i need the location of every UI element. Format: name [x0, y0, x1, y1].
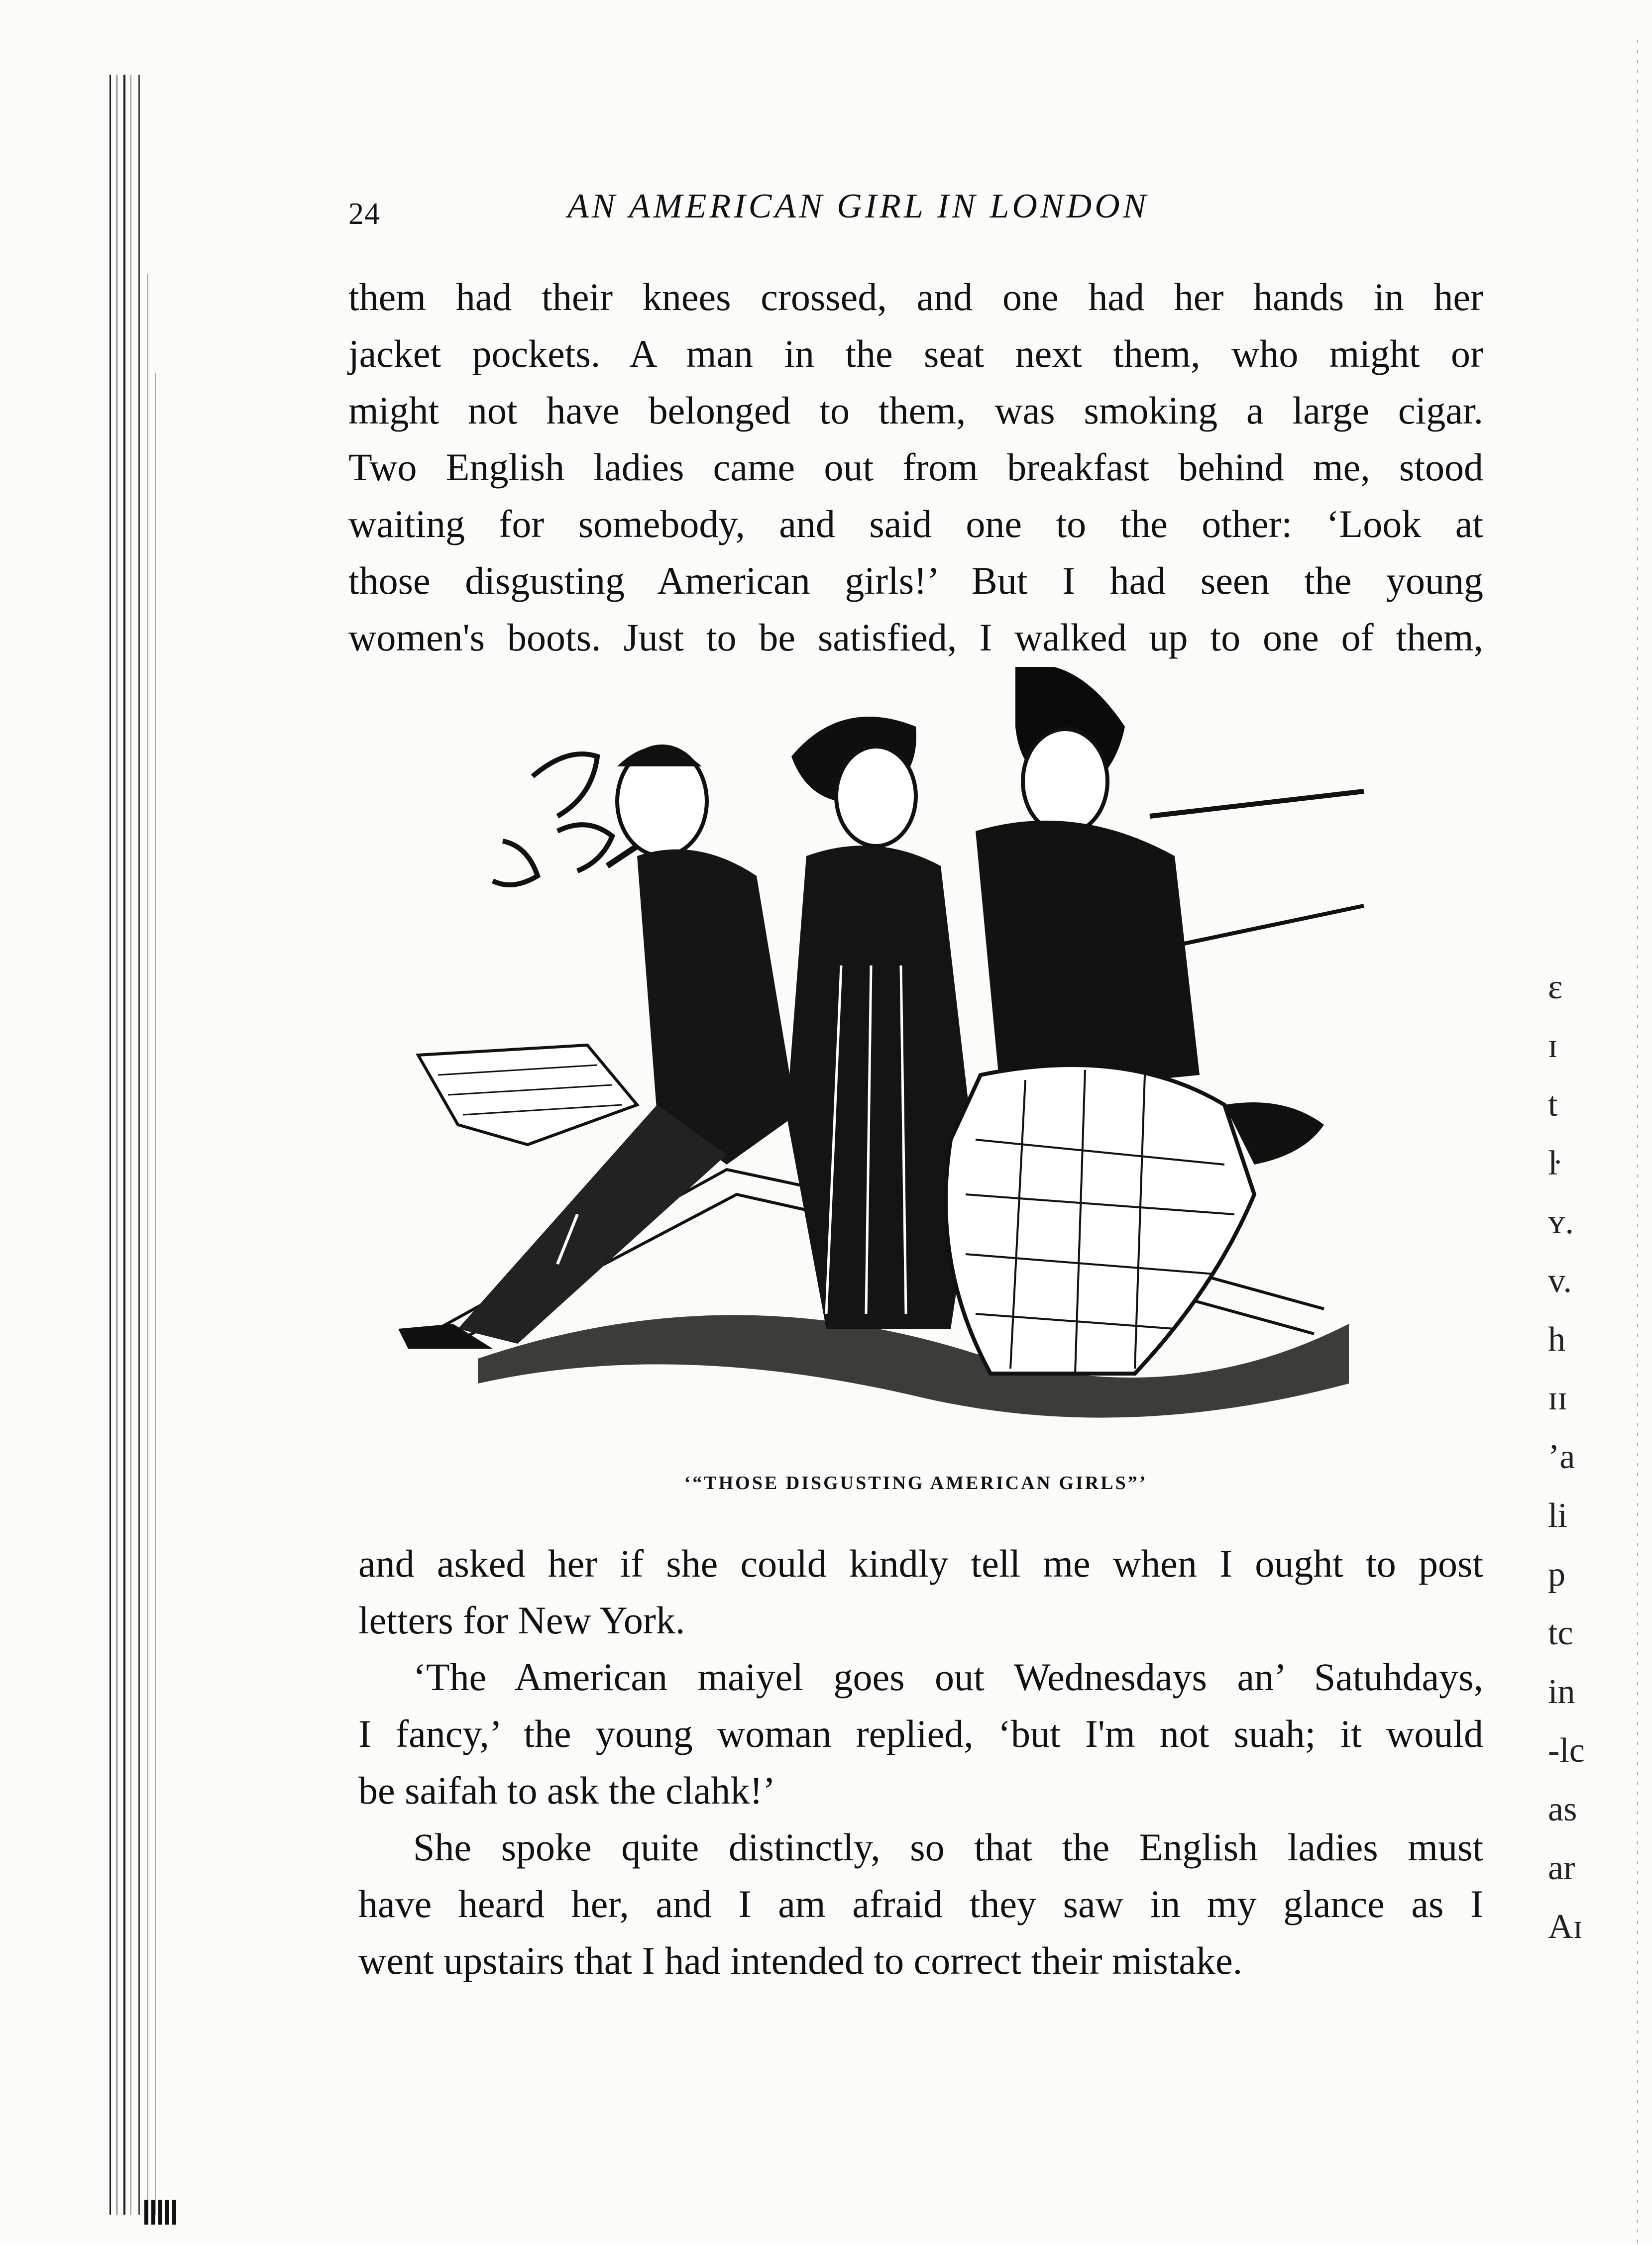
text-line: have heard her, and I am afraid they saw in my glance as I: [358, 1882, 1483, 1925]
bleed-fragment: -lc: [1548, 1731, 1585, 1770]
three-figures-on-bench-drawing: [378, 667, 1399, 1463]
text-line: ‘The American maiyel goes out Wednesdays an’ Satuhdays,: [413, 1655, 1483, 1699]
text-line: jacket pockets. A man in the seat next them, who might or: [348, 332, 1483, 375]
next-page-bleed-through: [1548, 958, 1648, 1956]
text-line: Two English ladies came out from breakfast behind me, stood: [348, 445, 1483, 489]
bleed-fragment: v.: [1548, 1262, 1572, 1300]
bleed-fragment: in: [1548, 1673, 1575, 1711]
bleed-fragment: as: [1548, 1790, 1577, 1828]
top-paragraph: [348, 269, 1483, 666]
engraving-illustration: [378, 667, 1399, 1463]
binding-gutter-shadow: [100, 75, 219, 2215]
bleed-fragment: p: [1548, 1555, 1565, 1594]
bleed-fragment: ŀ: [1548, 1144, 1560, 1182]
bleed-fragment: tc: [1548, 1614, 1573, 1652]
bleed-fragment: h: [1548, 1320, 1565, 1359]
text-line: letters for New York.: [358, 1599, 685, 1642]
bleed-fragment: ɪ: [1548, 1027, 1558, 1065]
illustration-caption: ‘“THOSE DISGUSTING AMERICAN GIRLS”’: [684, 1473, 1148, 1494]
bleed-fragment: ɛ: [1548, 968, 1563, 1006]
text-line: be saifah to ask the clahk!’: [358, 1769, 776, 1812]
bottom-text: [358, 1535, 1483, 1989]
text-line: women's boots. Just to be satisfied, I walked up to one of them,: [348, 616, 1483, 659]
text-line: I fancy,’ the young woman replied, ‘but I'm not suah; it would: [358, 1712, 1483, 1755]
text-line: those disgusting American girls!’ But I had seen the young: [348, 559, 1483, 602]
text-line: She spoke quite distinctly, so that the English ladies must: [413, 1825, 1483, 1869]
text-line: them had their knees crossed, and one had her hands in her: [348, 275, 1483, 319]
text-line: waiting for somebody, and said one to the other: ‘Look at: [348, 502, 1483, 545]
text-line: and asked her if she could kindly tell me when I ought to post: [358, 1542, 1483, 1585]
text-line: might not have belonged to them, was smoking a large cigar.: [348, 389, 1483, 432]
running-head: AN AMERICAN GIRL IN LONDON: [567, 187, 1149, 225]
binding-mark: [144, 2200, 179, 2225]
text-line: went upstairs that I had intended to correct their mistake.: [358, 1939, 1243, 1982]
page-number: 24: [348, 197, 380, 231]
bleed-fragment: ɪɪ: [1548, 1379, 1567, 1417]
bleed-fragment: ’a: [1548, 1438, 1575, 1476]
bleed-fragment: Aɪ: [1548, 1908, 1583, 1946]
bleed-fragment: ar: [1548, 1849, 1575, 1887]
bleed-fragment: ʏ.: [1548, 1203, 1574, 1241]
bleed-fragment: li: [1548, 1497, 1567, 1535]
bleed-fragment: t: [1548, 1085, 1558, 1124]
